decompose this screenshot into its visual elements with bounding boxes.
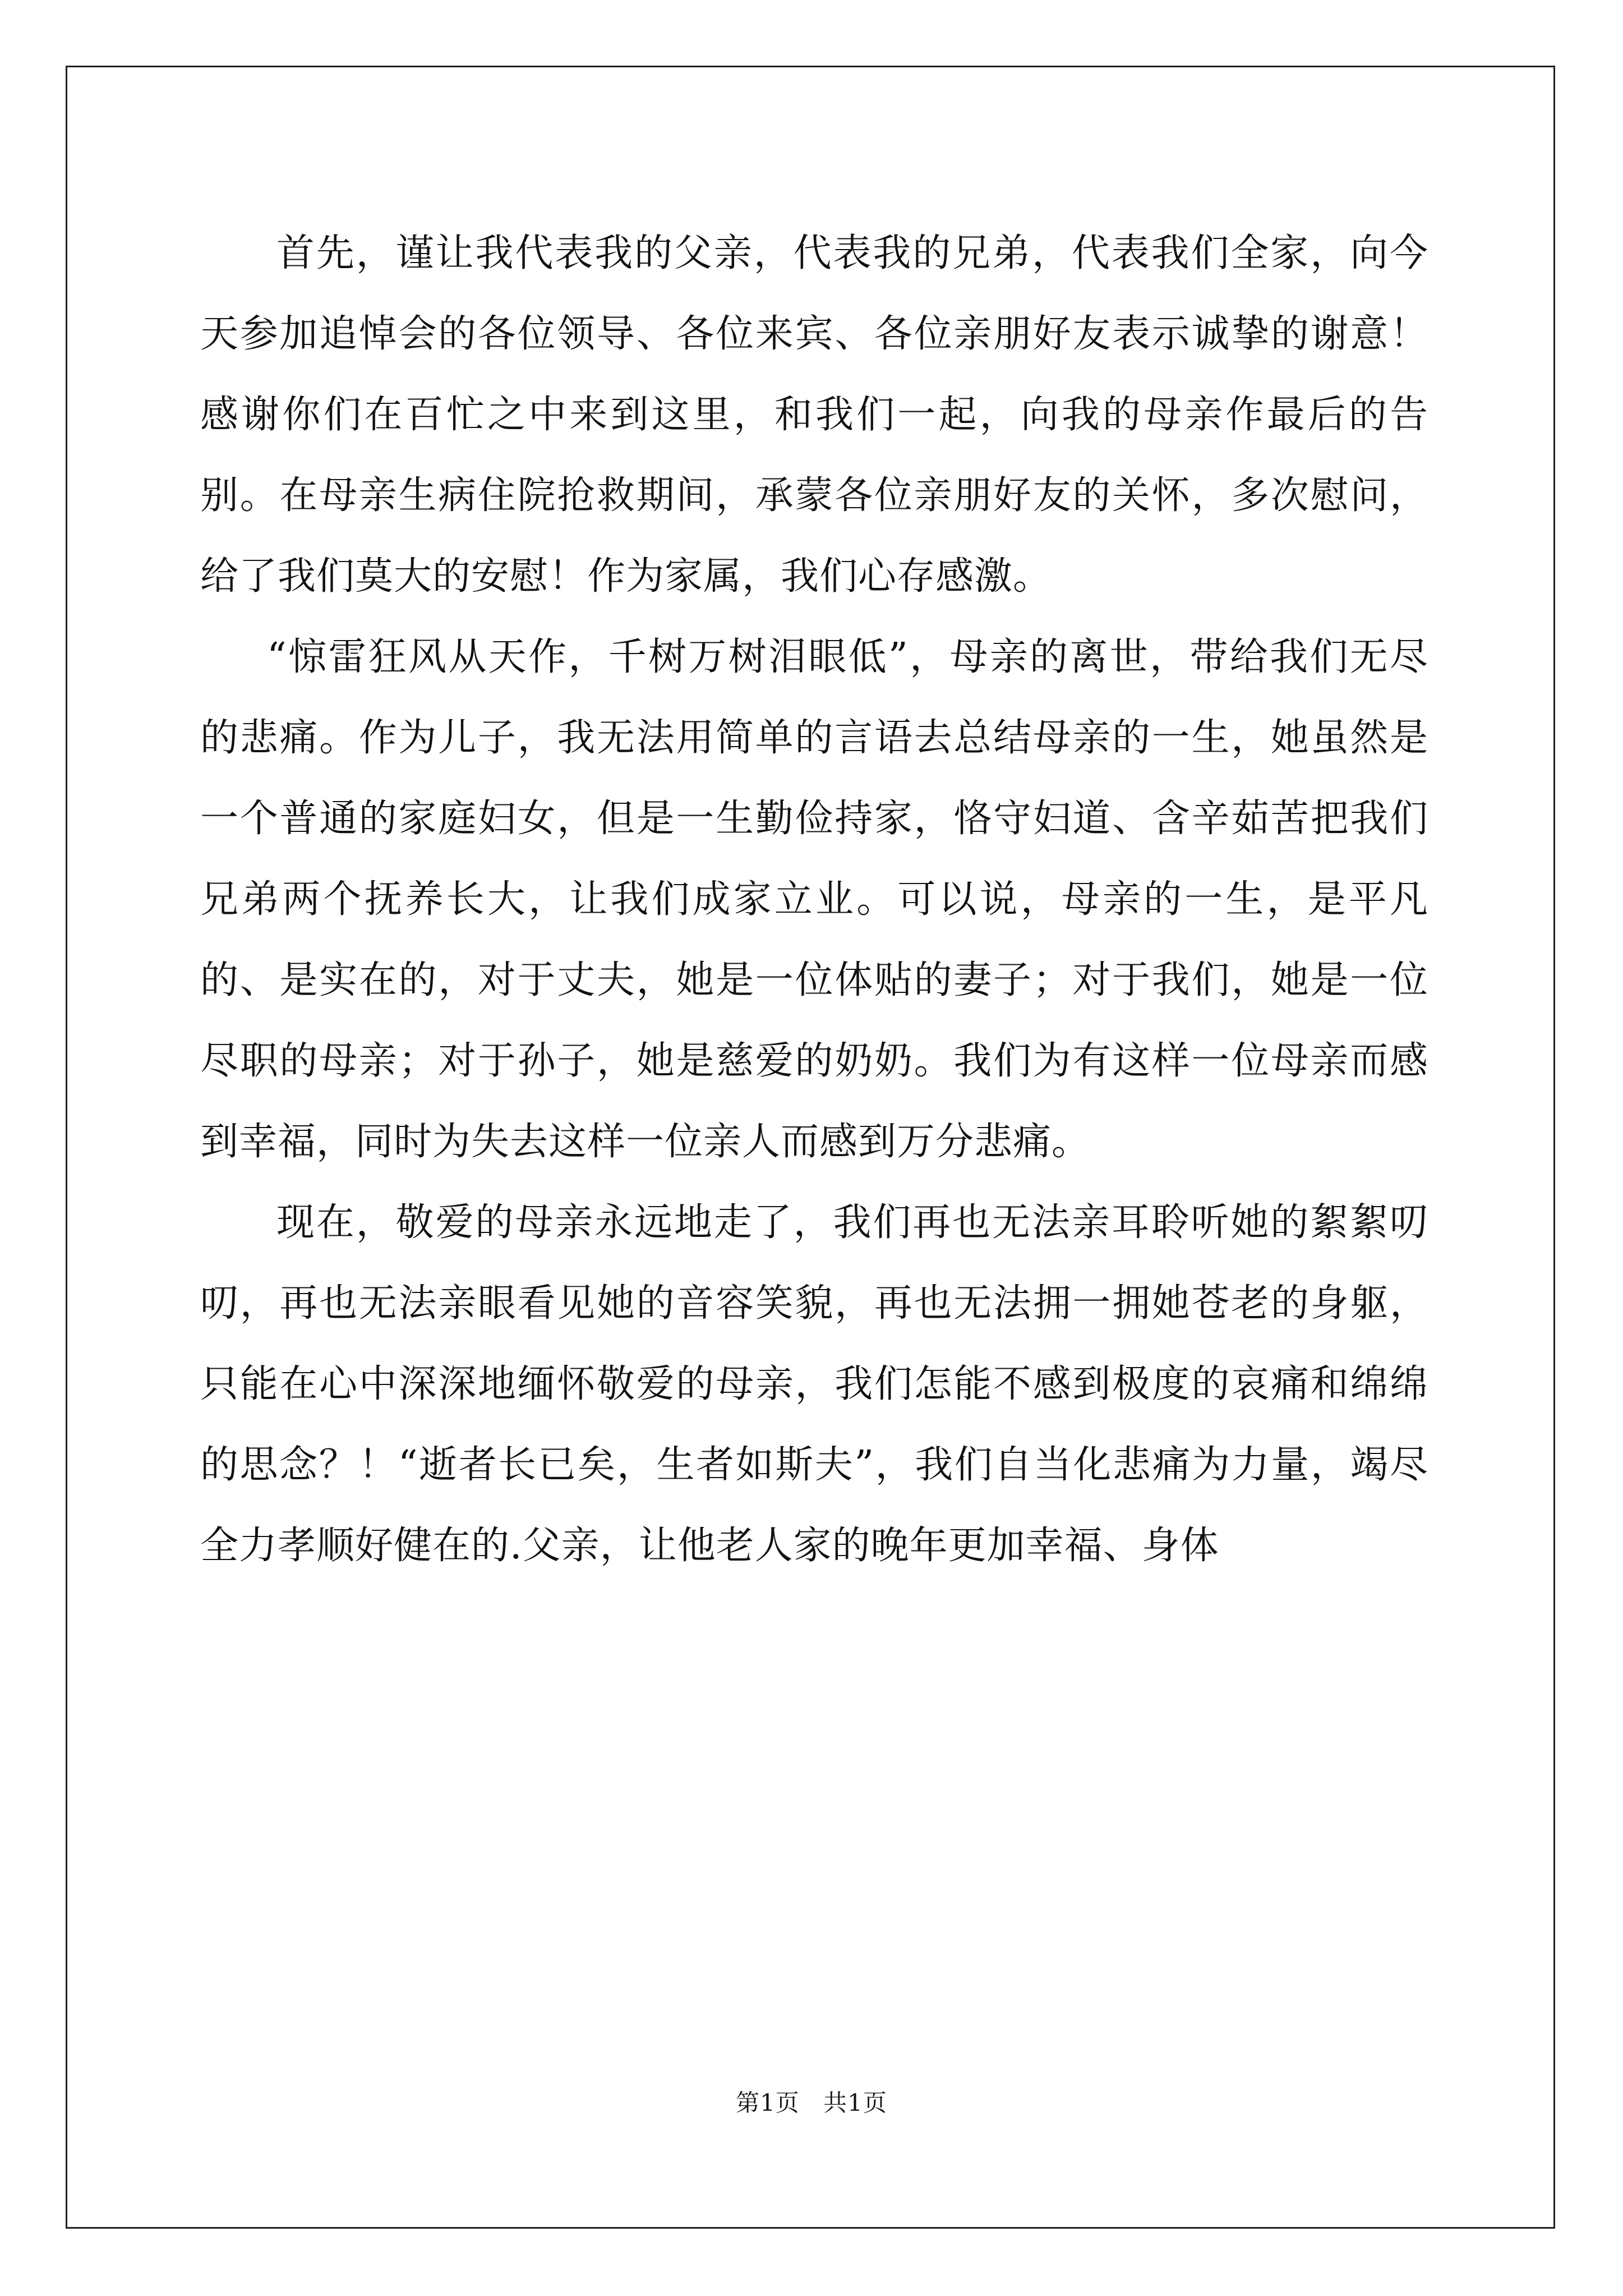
page-number-current: 第1页: [736, 2089, 800, 2116]
document-body: [200, 213, 1428, 1586]
page-footer: [0, 2085, 1623, 2118]
paragraph-3: 现在，敬爱的母亲永远地走了，我们再也无法亲耳聆听她的絮絮叨叨，再也无法亲眼看见她的音容笑貌，再也无法拥一拥她苍老的身躯，只能在心中深深地缅怀敬爱的母亲，我们怎能不感到极度的哀痛和绵绵的思念？！“逝者长已矣，生者如斯夫”，我们自当化悲痛为力量，竭尽全力孝顺好健在的.父亲，让他老人家的晚年更加幸福、身体: [200, 1200, 1428, 1568]
paragraph-1: 首先，谨让我代表我的父亲，代表我的兄弟，代表我们全家，向今天参加追悼会的各位领导、各位来宾、各位亲朋好友表示诚挚的谢意！感谢你们在百忙之中来到这里，和我们一起，向我的母亲作最后的告别。在母亲生病住院抢救期间，承蒙各位亲朋好友的关怀，多次慰问，给了我们莫大的安慰！作为家属，我们心存感激。: [200, 231, 1428, 599]
page-number-total: 共1页: [823, 2089, 887, 2116]
paragraph-2: “惊雷狂风从天作，千树万树泪眼低”，母亲的离世，带给我们无尽的悲痛。作为儿子，我无法用简单的言语去总结母亲的一生，她虽然是一个普通的家庭妇女，但是一生勤俭持家，恪守妇道、含辛茹苦把我们兄弟两个抚养长大，让我们成家立业。可以说，母亲的一生，是平凡的、是实在的，对于丈夫，她是一位体贴的妻子；对于我们，她是一位尽职的母亲；对于孙子，她是慈爱的奶奶。我们为有这样一位母亲而感到幸福，同时为失去这样一位亲人而感到万分悲痛。: [200, 635, 1428, 1164]
